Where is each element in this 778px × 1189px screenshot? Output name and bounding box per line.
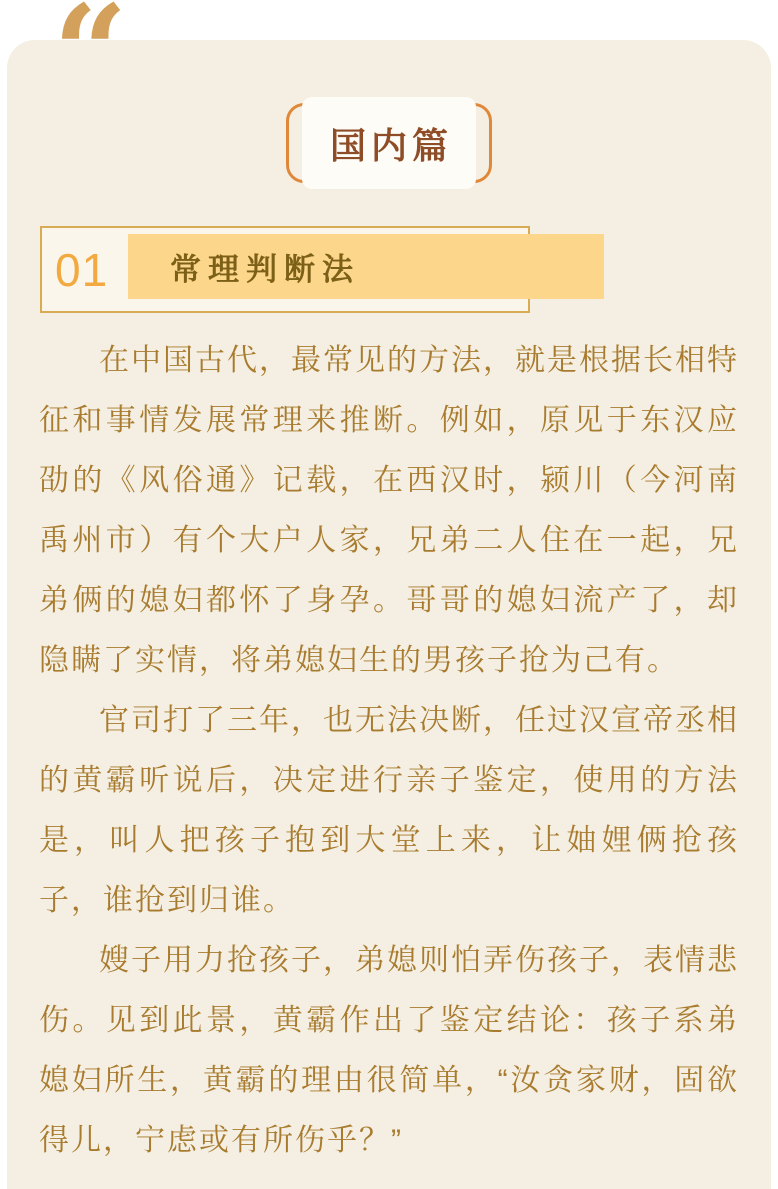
topic-badge-label: 国内篇 [329, 124, 453, 166]
article-body [39, 331, 739, 1171]
section-header [40, 226, 530, 313]
section-number: 01 [55, 243, 109, 296]
article-paragraph: 官司打了三年，也无法决断，任过汉宣帝丞相的黄霸听说后，决定进行亲子鉴定，使用的方法是，叫人把孩子抱到大堂上来，让妯娌俩抢孩子，谁抢到归谁。 [39, 704, 739, 917]
article-paragraph: 在中国古代，最常见的方法，就是根据长相特征和事情发展常理来推断。例如，原见于东汉应劭的《风俗通》记载，在西汉时，颍川（今河南禹州市）有个大户人家，兄弟二人住在一起，兄弟俩的媳妇都怀了身孕。哥哥的媳妇流产了，却隐瞒了实情，将弟媳妇生的男孩子抢为己有。 [39, 344, 739, 677]
section-title: 常理判断法 [170, 252, 360, 287]
topic-badge [286, 103, 492, 183]
article-paragraph: 嫂子用力抢孩子，弟媳则怕弄伤孩子，表情悲伤。见到此景，黄霸作出了鉴定结论：孩子系弟媳妇所生，黄霸的理由很简单，“汝贪家财，固欲得儿，宁虑或有所伤乎？” [39, 944, 739, 1157]
section-title-bar [128, 234, 604, 299]
topic-badge-inner [302, 97, 476, 189]
opening-quote-icon: “ [53, 0, 128, 129]
content-card [7, 0, 771, 1189]
